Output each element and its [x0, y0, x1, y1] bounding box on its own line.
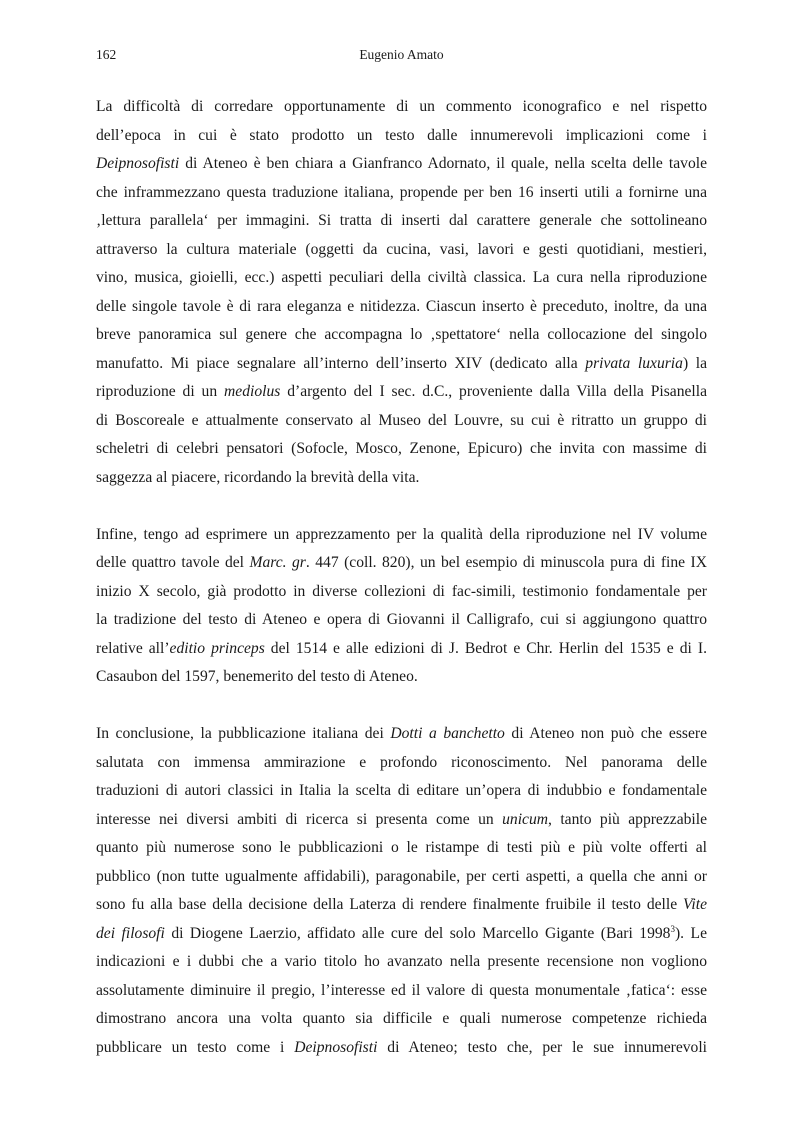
- text-line: [96, 891, 707, 920]
- text-run: inizio X secolo, già prodotto in diverse collezioni di fac-simili, testimonio fondamentale per: [96, 582, 707, 600]
- text-run: indicazioni e i dubbi che a vario titolo ho avanzato nella presente recensione non vogliono: [96, 953, 707, 970]
- text-line: [96, 578, 707, 607]
- text-run: sono fu alla base della decisione della Laterza di rendere finalmente fruibile il testo delle: [96, 896, 684, 913]
- text-line: [96, 321, 707, 350]
- text-run: di Ateneo; testo che, per le sue innumerevoli: [377, 1038, 708, 1056]
- text-line: [96, 93, 707, 122]
- page-number: 162: [96, 47, 117, 62]
- text-run: dimostrano ancora una volta quanto sia difficile e quali numerose competenze richieda: [96, 1010, 707, 1027]
- text-run: attraverso la cultura materiale (oggetti da cucina, vasi, lavori e gesti quotidiani, mestieri,: [96, 240, 707, 258]
- text-run: In conclusione, la pubblicazione italiana dei: [96, 725, 391, 742]
- text-run: assolutamente diminuire il pregio, l’interesse ed il valore di questa monumentale ‚fatica‘: esse: [96, 981, 707, 999]
- text-run: Casaubon del 1597, benemerito del testo di Ateneo.: [96, 668, 418, 685]
- text-run: delle quattro tavole del: [96, 554, 250, 571]
- text-run: scheletri di celebri pensatori (Sofocle, Mosco, Zenone, Epicuro) che invita con massime di: [96, 440, 707, 457]
- text-line: [96, 1034, 707, 1063]
- text-line: [96, 920, 707, 949]
- text-line: [96, 435, 707, 464]
- text-line: [96, 378, 707, 407]
- text-run: riproduzione di un: [96, 383, 225, 400]
- paragraph: [96, 720, 707, 1062]
- text-line: [96, 464, 707, 493]
- text-run: vino, musica, gioielli, ecc.) aspetti peculiari della civiltà classica. La cura nella riproduzione: [96, 269, 707, 286]
- paragraph: [96, 521, 707, 692]
- text-line: [96, 977, 707, 1006]
- text-run: ‚lettura parallela‘ per immagini. Si tratta di inserti dal carattere generale che sottolineano: [96, 212, 707, 229]
- text-run: relative all’: [96, 639, 170, 657]
- text-run: ). Le: [674, 924, 707, 942]
- text-run: Infine, tengo ad esprimere un apprezzamento per la qualità della riproduzione nel IV volume: [96, 525, 707, 543]
- italic-term: unicum: [502, 810, 549, 828]
- text-run: che inframmezzano questa traduzione italiana, propende per ben 16 inserti utili a fornirne una: [96, 183, 707, 201]
- text-line: [96, 948, 707, 977]
- text-run: , tanto più apprezzabile: [548, 810, 708, 828]
- italic-term: Marc. gr: [249, 554, 306, 571]
- text-run: di Diogene Laerzio, affidato alle cure del solo Marcello Gigante (Bari 1998: [164, 924, 671, 942]
- text-line: [96, 407, 707, 436]
- text-line: [96, 806, 707, 835]
- text-line: [96, 1005, 707, 1034]
- text-run: interesse nei diversi ambiti di ricerca si presenta come un: [96, 810, 503, 828]
- text-line: [96, 635, 707, 664]
- text-run: la tradizione del testo di Ateneo e opera di Giovanni il Calligrafo, cui si aggiungono quattro: [96, 611, 707, 628]
- text-run: manufatto. Mi piace segnalare all’interno dell’inserto XIV (dedicato alla: [96, 354, 586, 372]
- text-run: La difficoltà di corredare opportunamente di un commento iconografico e nel rispetto: [96, 98, 707, 115]
- italic-term: Deipnosofisti: [96, 155, 180, 172]
- text-line: [96, 749, 707, 778]
- text-run: di Boscoreale e attualmente conservato al Museo del Louvre, su cui è ritratto un gruppo di: [96, 411, 707, 429]
- text-line: [96, 777, 707, 806]
- text-run: del 1514 e alle edizioni di J. Bedrot e Chr. Herlin del 1535 e di I.: [264, 639, 707, 657]
- text-line: [96, 150, 707, 179]
- italic-term: editio princeps: [169, 639, 265, 657]
- text-run: pubblicare un testo come i: [96, 1038, 295, 1056]
- text-run: di Ateneo non può che essere: [504, 725, 707, 742]
- text-line: [96, 207, 707, 236]
- italic-term: Vite: [683, 896, 707, 913]
- text-line: [96, 834, 707, 863]
- text-run: breve panoramica sul genere che accompagna lo ‚spettatore‘ nella collocazione del singolo: [96, 326, 707, 343]
- text-line: [96, 264, 707, 293]
- text-run: dell’epoca in cui è stato prodotto un testo dalle innumerevoli implicazioni come i: [96, 126, 707, 144]
- paragraph: [96, 93, 707, 492]
- text-run: salutata con immensa ammirazione e profondo riconoscimento. Nel panorama delle: [96, 753, 707, 771]
- italic-term: dei filosofi: [96, 924, 165, 942]
- italic-term: Deipnosofisti: [294, 1038, 378, 1056]
- text-line: [96, 179, 707, 208]
- text-run: quanto più numerose sono le pubblicazioni o le ristampe di testi più e più volte offerti al: [96, 839, 707, 856]
- italic-term: mediolus: [224, 383, 281, 400]
- text-line: [96, 863, 707, 892]
- text-run: di Ateneo è ben chiara a Gianfranco Adornato, il quale, nella scelta delle tavole: [179, 155, 707, 172]
- text-run: ) la: [682, 354, 707, 372]
- text-run: delle singole tavole è di rara eleganza e nitidezza. Ciascun inserto è preceduto, inoltre, da una: [96, 297, 707, 315]
- italic-term: Dotti a banchetto: [390, 725, 505, 742]
- review-body-text: [96, 93, 707, 1091]
- text-line: [96, 606, 707, 635]
- text-run: saggezza al piacere, ricordando la brevità della vita.: [96, 468, 420, 486]
- text-run: pubblico (non tutte ugualmente affidabili), paragonabile, per certi aspetti, a quella che anni or: [96, 867, 707, 885]
- text-line: [96, 663, 707, 692]
- text-line: [96, 521, 707, 550]
- text-line: [96, 350, 707, 379]
- italic-term: privata luxuria: [585, 354, 683, 372]
- text-line: [96, 293, 707, 322]
- footnote-ref: 3: [670, 923, 675, 934]
- running-title: Eugenio Amato: [359, 47, 444, 62]
- text-line: [96, 720, 707, 749]
- text-line: [96, 236, 707, 265]
- text-run: . 447 (coll. 820), un bel esempio di minuscola pura di fine IX: [305, 554, 707, 571]
- text-line: [96, 122, 707, 151]
- text-line: [96, 549, 707, 578]
- text-run: d’argento del I sec. d.C., proveniente dalla Villa della Pisanella: [280, 383, 707, 400]
- text-run: traduzioni di autori classici in Italia la scelta di editare un’opera di indubbio e fondamentale: [96, 782, 707, 799]
- running-header: [96, 47, 707, 67]
